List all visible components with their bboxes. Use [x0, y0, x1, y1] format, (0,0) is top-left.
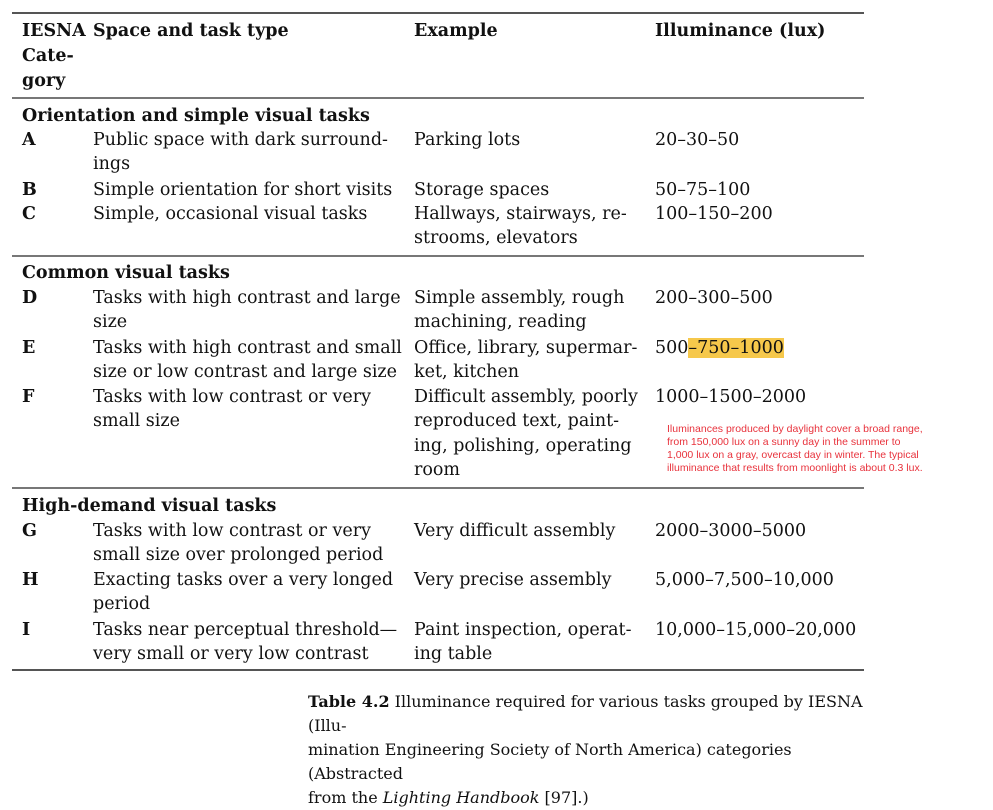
task-h-1: Exacting tasks over a very longed: [93, 570, 394, 590]
task-e-2: size or low contrast and large size: [93, 362, 398, 382]
group-title: High-demand visual tasks: [22, 496, 277, 516]
example-f-3: ing, polishing, operating: [414, 436, 632, 456]
table-caption: [308, 690, 868, 810]
example-c-1: Hallways, stairways, re-: [414, 204, 627, 224]
category-b: B: [22, 180, 37, 200]
caption-label: Table 4.2: [308, 692, 390, 711]
task-f-1: Tasks with low contrast or very: [93, 387, 371, 407]
caption-citation: [97].): [539, 788, 589, 807]
task-d-2: size: [93, 312, 128, 332]
group-rule: [12, 255, 864, 257]
example-f-4: room: [414, 460, 461, 480]
lux-d: 200–300–500: [655, 288, 773, 308]
lux-f: 1000–1500–2000: [655, 387, 807, 407]
category-i: I: [22, 620, 31, 640]
lux-e-start: 500: [655, 338, 689, 358]
lux-c: 100–150–200: [655, 204, 773, 224]
category-e: E: [22, 338, 36, 358]
example-e-1: Office, library, supermar-: [414, 338, 638, 358]
example-c-2: strooms, elevators: [414, 228, 578, 248]
example-i-1: Paint inspection, operat-: [414, 620, 632, 640]
header-category-1: IESNA: [22, 21, 86, 41]
example-a-1: Parking lots: [414, 130, 521, 150]
lux-h: 5,000–7,500–10,000: [655, 570, 834, 590]
task-c-1: Simple, occasional visual tasks: [93, 204, 368, 224]
example-e-2: ket, kitchen: [414, 362, 520, 382]
header-illuminance: Illuminance (lux): [655, 21, 826, 41]
lux-e-highlight: –750–1000: [688, 338, 784, 358]
annotation-line: 1,000 lux on a gray, overcast day in winter. The typical: [667, 449, 919, 461]
caption-text: mination Engineering Society of North America) categories (Abstracted: [308, 740, 792, 783]
task-i-1: Tasks near perceptual threshold—: [93, 620, 398, 640]
header-example: Example: [414, 21, 498, 41]
task-g-1: Tasks with low contrast or very: [93, 521, 371, 541]
task-a-1: Public space with dark surround-: [93, 130, 388, 150]
header-rule: [12, 97, 864, 99]
annotation-note: [667, 423, 977, 475]
example-d-2: machining, reading: [414, 312, 587, 332]
task-d-1: Tasks with high contrast and large: [93, 288, 401, 308]
task-g-2: small size over prolonged period: [93, 545, 384, 565]
caption-text: from the: [308, 788, 383, 807]
task-a-2: ings: [93, 154, 131, 174]
annotation-line: Iluminances produced by daylight cover a broad range,: [667, 423, 923, 435]
category-h: H: [22, 570, 39, 590]
task-f-2: small size: [93, 411, 180, 431]
task-e-1: Tasks with high contrast and small: [93, 338, 402, 358]
category-g: G: [22, 521, 37, 541]
annotation-line: from 150,000 lux on a sunny day in the summer to: [667, 436, 901, 448]
lux-b: 50–75–100: [655, 180, 751, 200]
group-rule: [12, 487, 864, 489]
task-i-2: very small or very low contrast: [93, 644, 369, 664]
caption-text: Illuminance required for various tasks grouped by IESNA (Illu-: [308, 692, 863, 735]
caption-book-title: Lighting Handbook: [382, 788, 540, 807]
category-c: C: [22, 204, 36, 224]
task-b-1: Simple orientation for short visits: [93, 180, 393, 200]
top-rule: [12, 12, 864, 14]
example-f-2: reproduced text, paint-: [414, 411, 620, 431]
category-d: D: [22, 288, 38, 308]
category-a: A: [22, 130, 36, 150]
category-f: F: [22, 387, 35, 407]
example-f-1: Difficult assembly, poorly: [414, 387, 638, 407]
lux-e: [655, 336, 784, 361]
bottom-rule: [12, 669, 864, 671]
example-g-1: Very difficult assembly: [414, 521, 616, 541]
header-category-2: Cate-: [22, 46, 74, 66]
lux-i: 10,000–15,000–20,000: [655, 620, 857, 640]
lux-a: 20–30–50: [655, 130, 740, 150]
annotation-line: illuminance that results from moonlight is about 0.3 lux.: [667, 462, 923, 474]
example-h-1: Very precise assembly: [414, 570, 612, 590]
example-d-1: Simple assembly, rough: [414, 288, 625, 308]
group-title: Orientation and simple visual tasks: [22, 106, 370, 126]
group-title: Common visual tasks: [22, 263, 230, 283]
example-i-2: ing table: [414, 644, 493, 664]
example-b-1: Storage spaces: [414, 180, 550, 200]
lux-g: 2000–3000–5000: [655, 521, 807, 541]
task-h-2: period: [93, 594, 151, 614]
header-space: Space and task type: [93, 21, 289, 41]
header-category-3: gory: [22, 71, 66, 91]
